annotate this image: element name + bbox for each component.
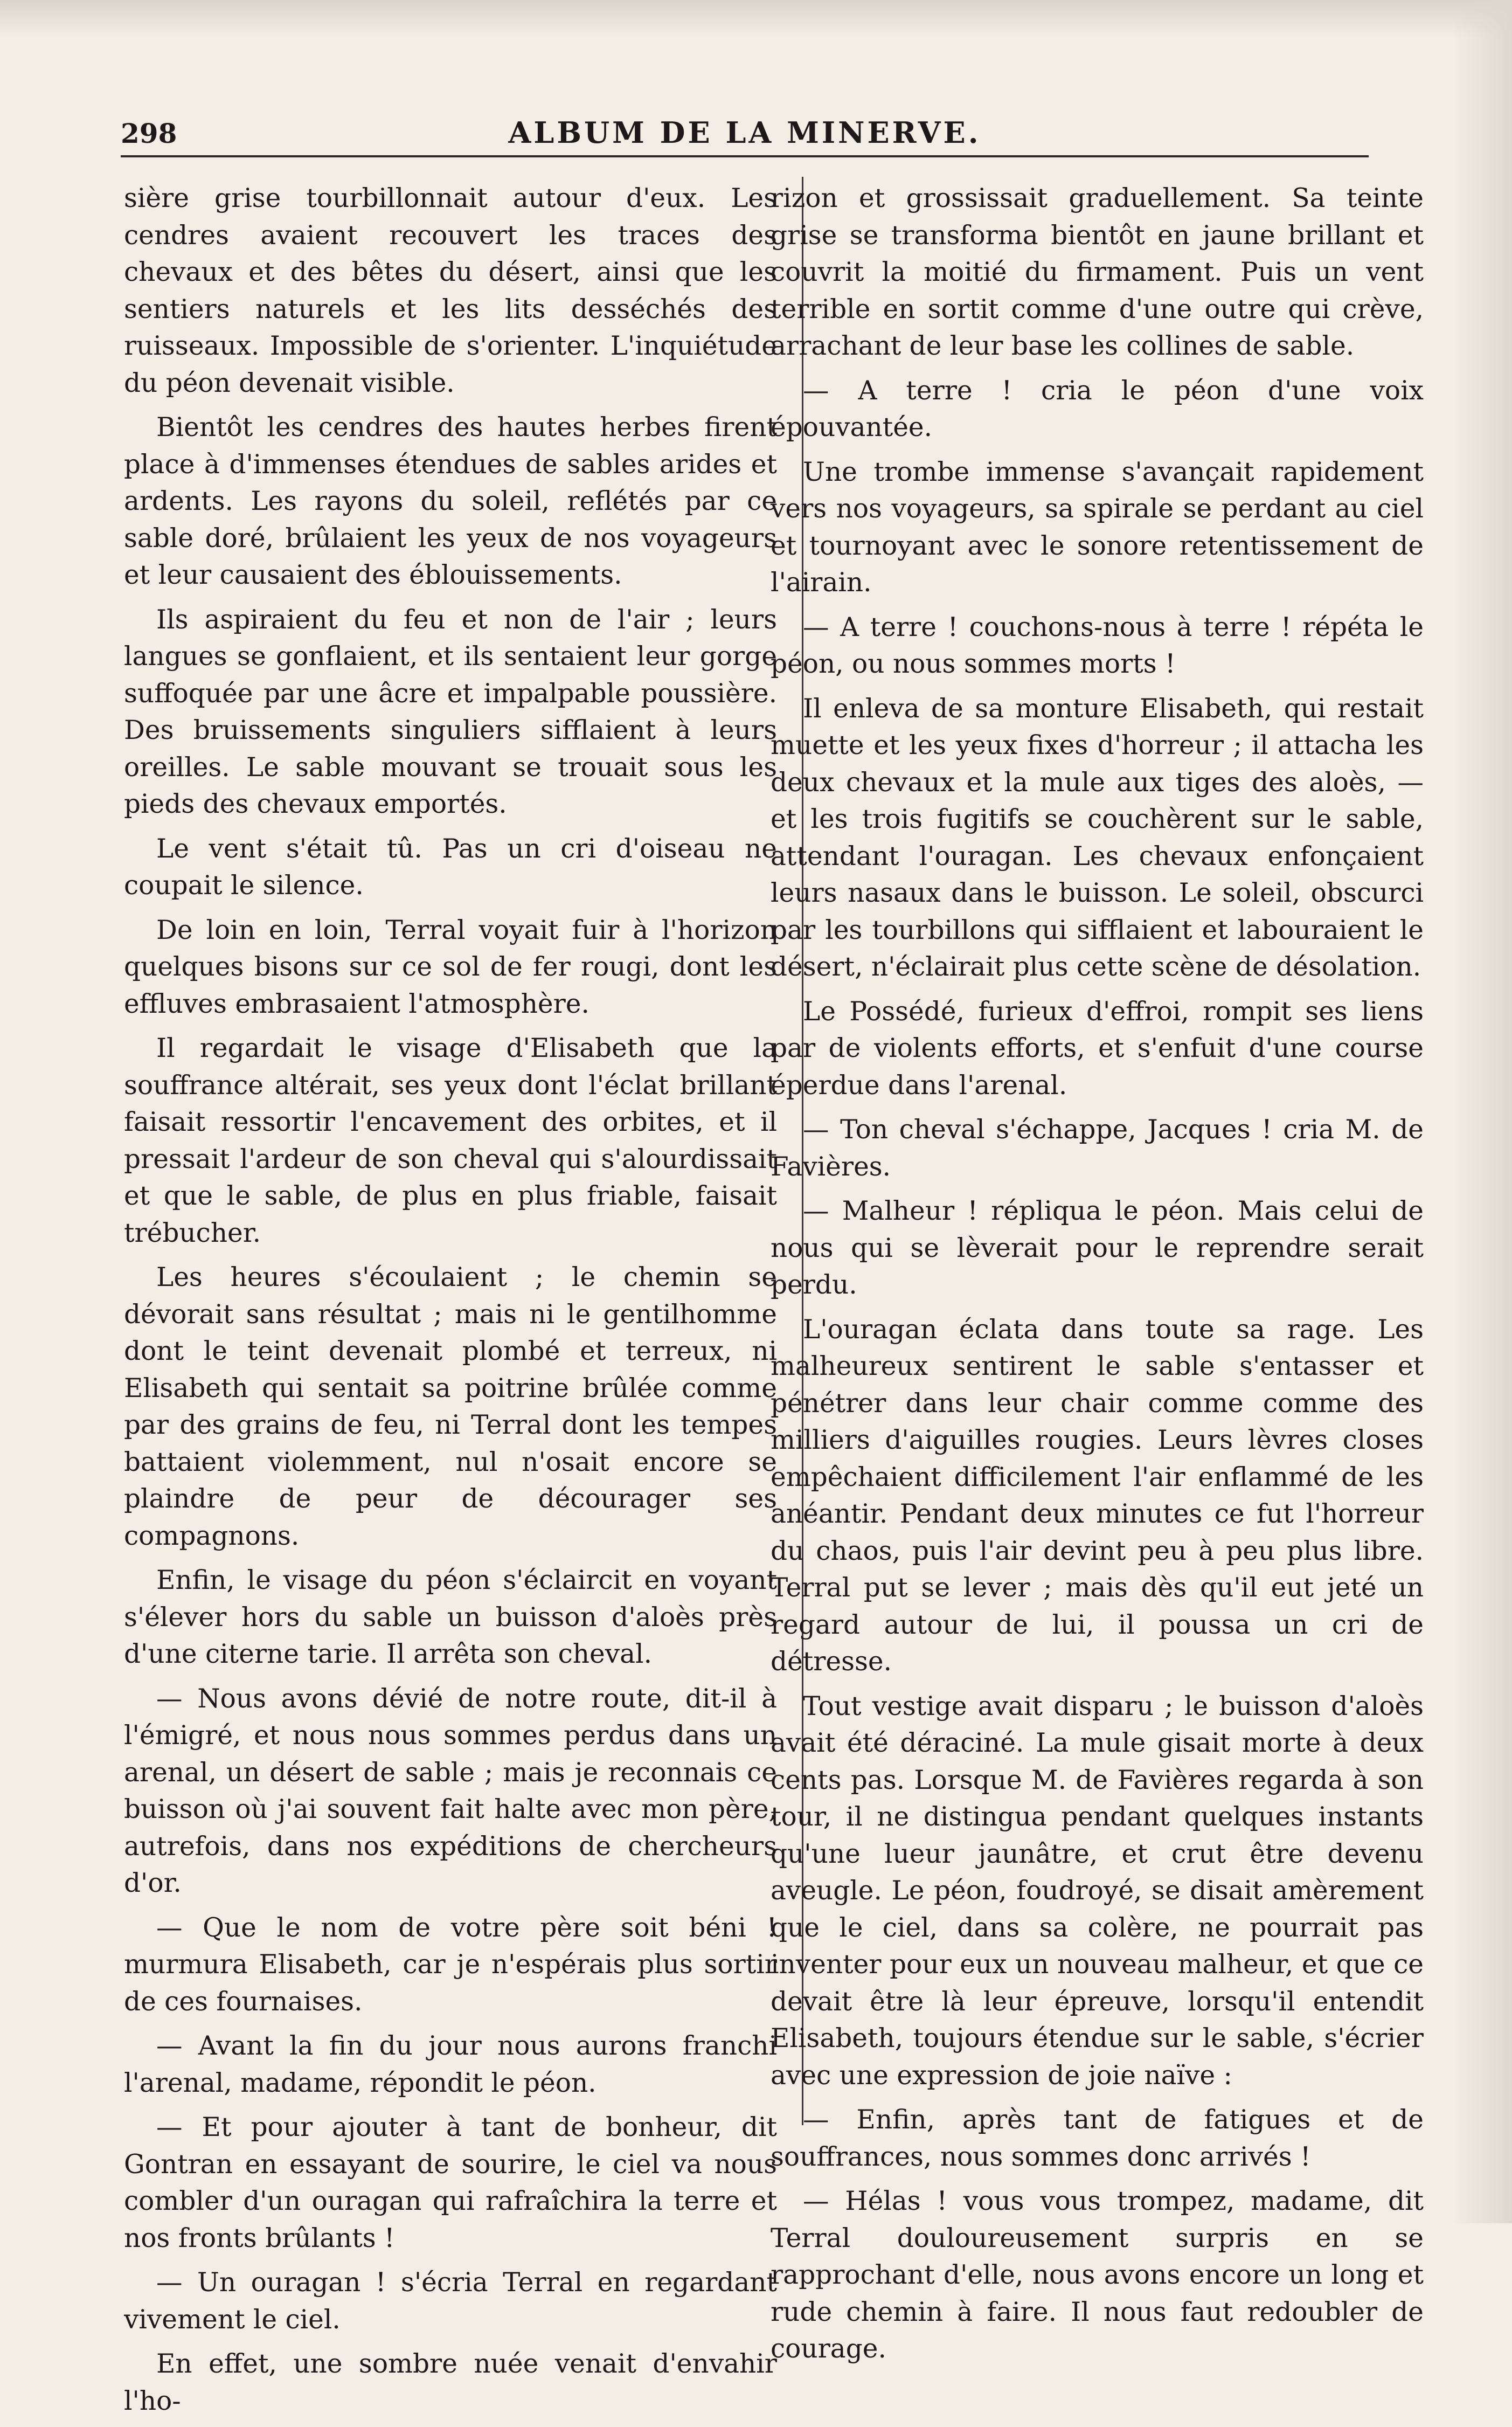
dialogue-paragraph: — Et pour ajouter à tant de bonheur, dit Gontran en essayant de sourire, le ciel va nous combler d'un ouragan qui rafraîchira la terre et nos fronts brûlants !: [124, 2112, 777, 2253]
dialogue-paragraph: — Nous avons dévié de notre route, dit-il à l'émigré, et nous nous sommes perdus dans un arenal, un désert de sable ; mais je reconnais ce buisson où j'ai souvent fait halte avec mon père, autrefois, dans nos expéditions de chercheurs d'or.: [124, 1683, 777, 1898]
dialogue-paragraph: — A terre ! couchons-nous à terre ! répéta le péon, ou nous sommes morts !: [771, 612, 1424, 679]
page-number: 298: [121, 117, 177, 149]
paragraph: L'ouragan éclata dans toute sa rage. Les malheureux sentirent le sable s'entasser et pénétrer dans leur chair comme comme des milliers d'aiguilles rougies. Leurs lèvres closes empêchaient difficilement l'air enflammé de les anéantir. Pendant deux minutes ce fut l'horreur du chaos, puis l'air devint peu à peu plus libre. Terral put se lever ; mais dès qu'il eut jeté un regard autour de lui, il poussa un cri de détresse.: [771, 1314, 1424, 1677]
dialogue-paragraph: — Malheur ! répliqua le péon. Mais celui de nous qui se lèverait pour le reprendre serait perdu.: [771, 1196, 1424, 1300]
paragraph: Il enleva de sa monture Elisabeth, qui restait muette et les yeux fixes d'horreur ; il attacha les deux chevaux et la mule aux tiges des aloès, — et les trois fugitifs se couchèrent sur le sable, attendant l'ouragan. Les chevaux enfonçaient leurs nasaux dans le buisson. Le soleil, obscurci par les tourbillons qui sifflaient et labouraient le désert, n'éclairait plus cette scène de désolation.: [771, 693, 1424, 982]
dialogue-paragraph: — Enfin, après tant de fatigues et de souffrances, nous sommes donc arrivés !: [771, 2105, 1424, 2172]
left-column: [124, 180, 777, 2427]
paragraph: rizon et grossissait graduellement. Sa teinte grise se transforma bientôt en jaune brillant et couvrit la moitié du firmament. Puis un vent terrible en sortit comme d'une outre qui crève, arrachant de leur base les collines de sable.: [771, 183, 1424, 361]
dialogue-paragraph: — Que le nom de votre père soit béni ! murmura Elisabeth, car je n'espérais plus sortir de ces fournaises.: [124, 1912, 777, 2017]
dialogue-paragraph: — Hélas ! vous vous trompez, madame, dit Terral douloureusement surpris en se rapprochant d'elle, nous avons encore un long et rude chemin à faire. Il nous faut redoubler de courage.: [771, 2186, 1424, 2364]
paragraph: De loin en loin, Terral voyait fuir à l'horizon quelques bisons sur ce sol de fer rougi, dont les effluves embrasaient l'atmosphère.: [124, 915, 777, 1019]
paragraph: sière grise tourbillonnait autour d'eux. Les cendres avaient recouvert les traces des chevaux et des bêtes du désert, ainsi que les sentiers naturels et les lits desséchés des ruisseaux. Impossible de s'orienter. L'inquiétude du péon devenait visible.: [124, 183, 777, 398]
paragraph: En effet, une sombre nuée venait d'envahir l'ho-: [124, 2349, 777, 2416]
dialogue-paragraph: — Avant la fin du jour nous aurons franchi l'arenal, madame, répondit le péon.: [124, 2031, 777, 2098]
paragraph: Bientôt les cendres des hautes herbes firent place à d'immenses étendues de sables arides et ardents. Les rayons du soleil, reflétés par ce sable doré, brûlaient les yeux de nos voyageurs et leur causaient des éblouissements.: [124, 412, 777, 590]
paragraph: Les heures s'écoulaient ; le chemin se dévorait sans résultat ; mais ni le gentilhomme dont le teint devenait plombé et terreux, ni Elisabeth qui sentait sa poitrine brûlée comme par des grains de feu, ni Terral dont les tempes battaient violemment, nul n'osait encore se plaindre de peur de décourager ses compagnons.: [124, 1262, 777, 1551]
running-title: ALBUM DE LA MINERVE.: [508, 115, 981, 150]
paragraph: Le vent s'était tû. Pas un cri d'oiseau ne coupait le silence.: [124, 833, 777, 901]
scan-edge-top: [0, 0, 1512, 38]
dialogue-paragraph: — Un ouragan ! s'écria Terral en regardant vivement le ciel.: [124, 2267, 777, 2335]
paragraph: Il regardait le visage d'Elisabeth que la souffrance altérait, ses yeux dont l'éclat brillant faisait ressortir l'encavement des orbites, et il pressait l'ardeur de son cheval qui s'alourdissait et que le sable, de plus en plus friable, faisait trébucher.: [124, 1033, 777, 1248]
paragraph: Une trombe immense s'avançait rapidement vers nos voyageurs, sa spirale se perdant au ciel et tournoyant avec le sonore retentissement de l'airain.: [771, 457, 1424, 598]
paragraph: Enfin, le visage du péon s'éclaircit en voyant s'élever hors du sable un buisson d'aloès près d'une citerne tarie. Il arrêta son cheval.: [124, 1565, 777, 1669]
dialogue-paragraph: — A terre ! cria le péon d'une voix épouvantée.: [771, 375, 1424, 442]
paragraph: Le Possédé, furieux d'effroi, rompit ses liens par de violents efforts, et s'enfuit d'une course éperdue dans l'arenal.: [771, 996, 1424, 1101]
paragraph: Tout vestige avait disparu ; le buisson d'aloès avait été déraciné. La mule gisait morte à deux cents pas. Lorsque M. de Favières regarda à son tour, il ne distingua pendant quelques instants qu'une lueur jaunâtre, et crut être devenu aveugle. Le péon, foudroyé, se disait amèrement que le ciel, dans sa colère, ne pourrait pas inventer pour eux un nouveau malheur, et que ce devait être là leur épreuve, lorsqu'il entendit Elisabeth, toujours étendue sur le sable, s'écrier avec une expression de joie naïve :: [771, 1691, 1424, 2091]
header-rule: [121, 155, 1369, 157]
right-column: [771, 180, 1424, 2375]
paragraph: Ils aspiraient du feu et non de l'air ; leurs langues se gonflaient, et ils sentaient leur gorge suffoquée par une âcre et impalpable poussière. Des bruissements singuliers sifflaient à leurs oreilles. Le sable mouvant se trouait sous les pieds des chevaux emportés.: [124, 604, 777, 819]
page-header: [121, 115, 1369, 153]
dialogue-paragraph: — Ton cheval s'échappe, Jacques ! cria M. de Favières.: [771, 1115, 1424, 1182]
scan-edge-right: [1453, 0, 1512, 2223]
